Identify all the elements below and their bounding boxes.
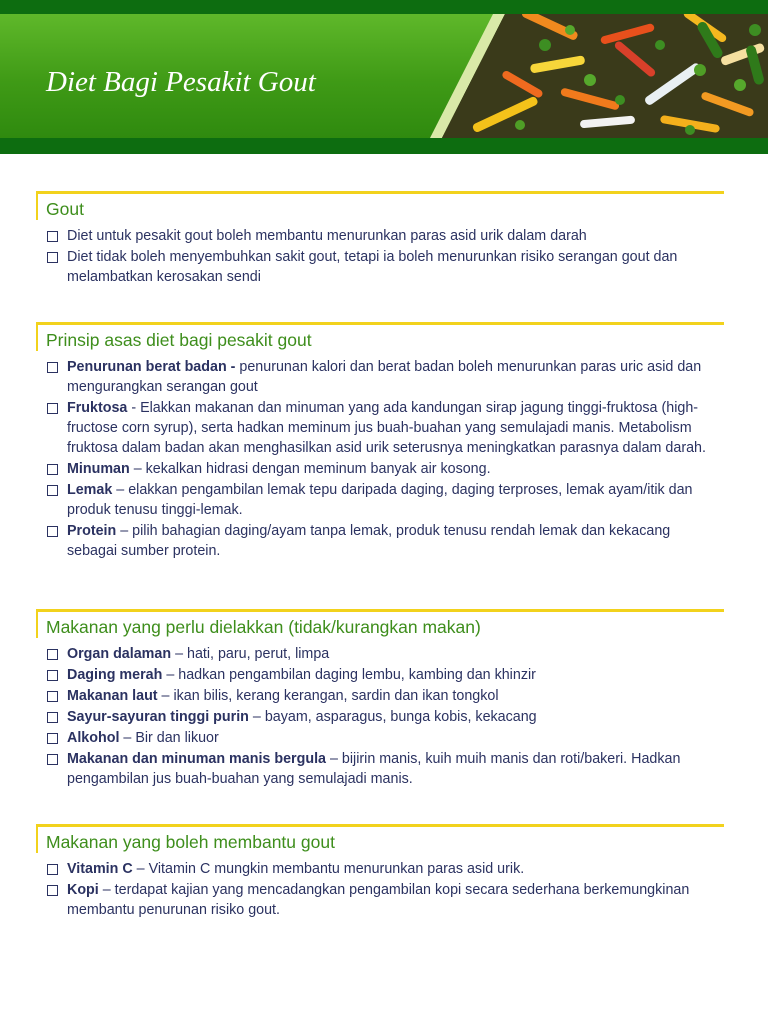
list-item	[36, 247, 724, 287]
list-item	[36, 686, 724, 706]
list-item	[36, 357, 724, 397]
bullet-list	[36, 226, 724, 287]
item-text: – bijirin manis, kuih muih manis dan roti/bakeri. Hadkan pengambilan jus buah-buahan yang semulajadi manis.	[67, 751, 681, 787]
checkbox-icon	[47, 691, 58, 702]
item-term: Daging merah	[67, 667, 163, 683]
item-term: Makanan dan minuman manis bergula	[67, 751, 326, 767]
list-item	[36, 749, 724, 789]
checkbox-icon	[47, 526, 58, 537]
checkbox-icon	[47, 733, 58, 744]
list-item	[36, 398, 724, 458]
section-heading-bar	[36, 824, 724, 853]
item-text: – pilih bahagian daging/ayam tanpa lemak, produk tenusu rendah lemak dan kekacang sebagai sumber protein.	[67, 523, 671, 559]
checkbox-icon	[47, 649, 58, 660]
checkbox-icon	[47, 485, 58, 496]
item-term: Vitamin C	[67, 861, 133, 877]
list-item	[36, 665, 724, 685]
item-text: – elakkan pengambilan lemak tepu daripada daging, daging terproses, lemak ayam/itik dan produk tenusu tinggi-lemak.	[67, 482, 693, 518]
item-text: – hati, paru, perut, limpa	[171, 646, 330, 662]
item-text: – Bir dan likuor	[119, 730, 219, 746]
section-makanan-membantu	[36, 824, 724, 921]
item-term: Sayur-sayuran tinggi purin	[67, 709, 249, 725]
list-item	[36, 521, 724, 561]
item-term: Organ dalaman	[67, 646, 172, 662]
item-text: - Elakkan makanan dan minuman yang ada kandungan sirap jagung tinggi-fruktosa (high-fructose corn syrup), serta hadkan meminum jus buah-buahan yang semulajadi manis. Metabolism fruktosa dalam badan akan menghasilkan asid urik seterusnya meningkatkan parasnya dalam darah.	[67, 400, 706, 456]
item-term: Protein	[67, 523, 117, 539]
item-text: Diet untuk pesakit gout boleh membantu menurunkan paras asid urik dalam darah	[67, 228, 587, 244]
item-text: – ikan bilis, kerang kerangan, sardin dan ikan tongkol	[157, 688, 499, 704]
item-term: Kopi	[67, 882, 99, 898]
section-title: Makanan yang boleh membantu gout	[46, 832, 335, 852]
section-gout	[36, 191, 724, 288]
list-item	[36, 728, 724, 748]
list-item	[36, 644, 724, 664]
section-heading-bar	[36, 191, 724, 220]
bullet-list	[36, 644, 724, 789]
checkbox-icon	[47, 670, 58, 681]
list-item	[36, 480, 724, 520]
item-text: – Vitamin C mungkin membantu menurunkan paras asid urik.	[132, 861, 525, 877]
section-heading-bar	[36, 609, 724, 638]
section-prinsip-asas	[36, 322, 724, 562]
section-title: Makanan yang perlu dielakkan (tidak/kurangkan makan)	[46, 617, 481, 637]
item-term: Penurunan berat badan -	[67, 359, 236, 375]
item-text: – terdapat kajian yang mencadangkan pengambilan kopi secara sederhana berkemungkinan membantu penurunan risiko gout.	[67, 882, 690, 918]
list-item	[36, 880, 724, 920]
item-text: – hadkan pengambilan daging lembu, kambing dan khinzir	[162, 667, 536, 683]
list-item	[36, 226, 724, 246]
section-title: Gout	[46, 199, 84, 219]
bullet-list	[36, 357, 724, 561]
section-heading-bar	[36, 322, 724, 351]
checkbox-icon	[47, 754, 58, 765]
item-term: Fruktosa	[67, 400, 128, 416]
item-text: Diet tidak boleh menyembuhkan sakit gout, tetapi ia boleh menurunkan risiko serangan gout dan melambatkan kerosakan sendi	[67, 249, 678, 285]
page-title: Diet Bagi Pesakit Gout	[46, 66, 316, 98]
item-term: Lemak	[67, 482, 113, 498]
item-term: Minuman	[67, 461, 130, 477]
checkbox-icon	[47, 464, 58, 475]
section-makanan-dielakkan	[36, 609, 724, 790]
item-term: Alkohol	[67, 730, 120, 746]
bullet-list	[36, 859, 724, 920]
list-item	[36, 859, 724, 879]
item-text: – kekalkan hidrasi dengan meminum banyak air kosong.	[129, 461, 491, 477]
header-banner	[0, 0, 768, 154]
checkbox-icon	[47, 362, 58, 373]
checkbox-icon	[47, 231, 58, 242]
checkbox-icon	[47, 885, 58, 896]
item-term: Makanan laut	[67, 688, 158, 704]
checkbox-icon	[47, 403, 58, 414]
checkbox-icon	[47, 252, 58, 263]
list-item	[36, 707, 724, 727]
section-title: Prinsip asas diet bagi pesakit gout	[46, 330, 312, 350]
checkbox-icon	[47, 864, 58, 875]
checkbox-icon	[47, 712, 58, 723]
list-item	[36, 459, 724, 479]
item-text: penurunan kalori dan berat badan boleh menurunkan paras uric asid dan mengurangkan serangan gout	[67, 359, 702, 395]
item-text: – bayam, asparagus, bunga kobis, kekacang	[248, 709, 537, 725]
